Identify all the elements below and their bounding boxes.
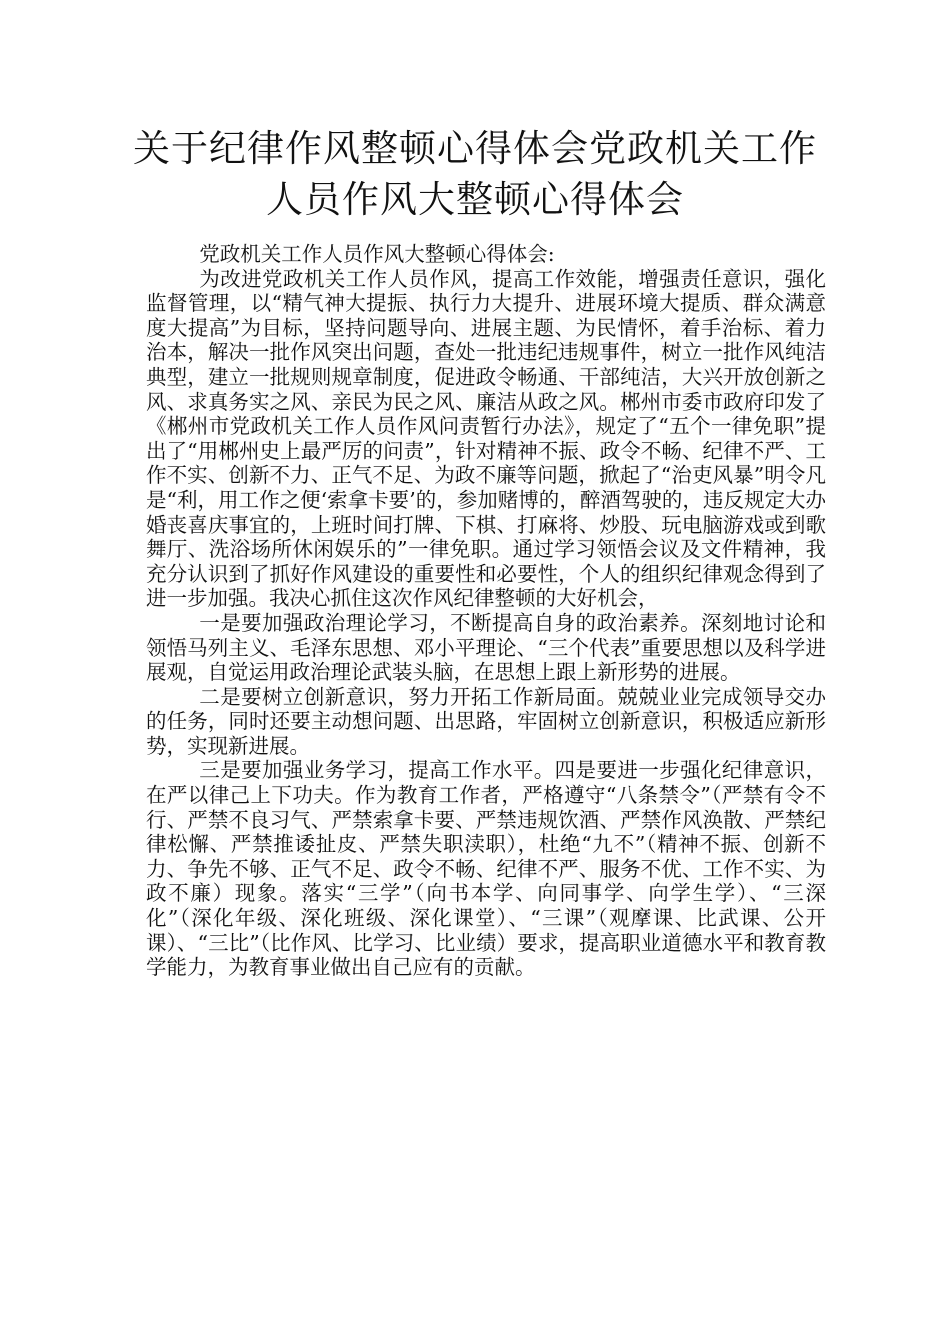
- paragraph-point-one: 一是要加强政治理论学习，不断提高自身的政治素养。深刻地讨论和领悟马列主义、毛泽东思想、邓小平理论、“三个代表”重要思想以及科学进展观，自觉运用政治理论武装头脑，在思想上跟上新形势的进展。: [146, 610, 826, 685]
- paragraph-salutation: 党政机关工作人员作风大整顿心得体会:: [199, 242, 555, 266]
- document-title-line-2: 人员作风大整顿心得体会: [266, 178, 684, 221]
- paragraph-point-three-four: 三是要加强业务学习，提高工作水平。四是要进一步强化纪律意识，在严以律己上下功夫。作为教育工作者，严格遵守“八条禁令”（严禁有令不行、严禁不良习气、严禁索拿卡要、严禁违规饮酒、严禁作风涣散、严禁纪律松懈、严禁推诿扯皮、严禁失职渎职），杜绝“九不”（精神不振、创新不力、争先不够、正气不足、政令不畅、纪律不严、服务不优、工作不实、为政不廉）现象。落实“三学”（向书本学、向同事学、向学生学）、“三深化”（深化年级、深化班级、深化课堂）、“三课”（观摩课、比武课、公开课）、“三比”（比作风、比学习、比业绩）要求，提高职业道德水平和教育教学能力，为教育事业做出自己应有的贡献。: [146, 758, 826, 980]
- document-title-line-1: 关于纪律作风整顿心得体会党政机关工作: [133, 127, 817, 170]
- document-body: [146, 242, 826, 980]
- paragraph-intro: 为改进党政机关工作人员作风，提高工作效能，增强责任意识，强化监督管理，以“精气神大提振、执行力大提升、进展环境大提质、群众满意度大提高”为目标，坚持问题导向、进展主题、为民情怀，着手治标、着力治本，解决一批作风突出问题，查处一批违纪违规事件，树立一批作风纯洁典型，建立一批规则规章制度，促进政令畅通、干部纯洁，大兴开放创新之风、求真务实之风、亲民为民之风、廉洁从政之风。郴州市委市政府印发了《郴州市党政机关工作人员作风问责暂行办法》，规定了“五个一律免职”提出了“用郴州史上最严厉的问责”，针对精神不振、政令不畅、纪律不严、工作不实、创新不力、正气不足、为政不廉等问题，掀起了“治吏风暴”明令凡是“利，用工作之便‘索拿卡要’的，参加赌博的，醉酒驾驶的，违反规定大办婚丧喜庆事宜的，上班时间打牌、下棋、打麻将、炒股、玩电脑游戏或到歌舞厅、洗浴场所休闲娱乐的”一律免职。通过学习领悟会议及文件精神，我充分认识到了抓好作风建设的重要性和必要性，个人的组织纪律观念得到了进一步加强。我决心抓住这次作风纪律整顿的大好机会，: [146, 266, 826, 611]
- paragraph-point-two: 二是要树立创新意识，努力开拓工作新局面。兢兢业业完成领导交办的任务，同时还要主动想问题、出思路，牢固树立创新意识，积极适应新形势，实现新进展。: [146, 684, 826, 758]
